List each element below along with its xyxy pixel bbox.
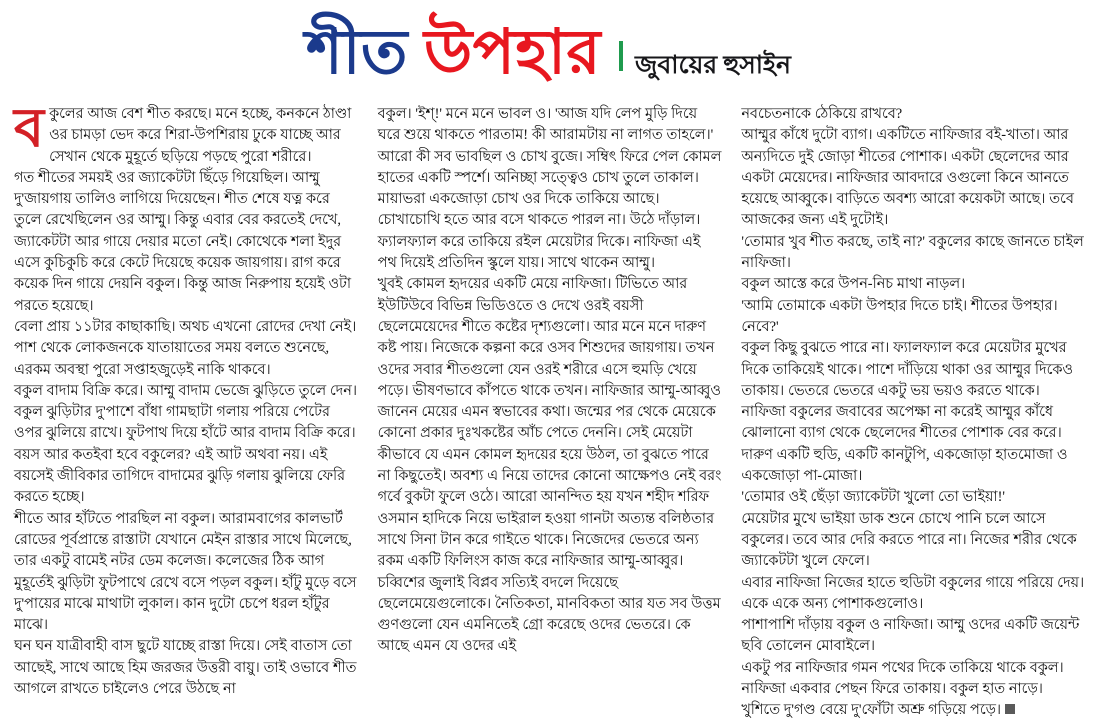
article-column-3 — [735, 104, 1085, 719]
paragraph — [741, 232, 1085, 275]
paragraph-text: এবার নাফিজা নিজের হাতে হুডিটা বকুলের গায়ে পরিয়ে দেয়। একে একে অন্য পোশাকগুলোও। — [741, 574, 1085, 612]
paragraph-text: আরো কী সব ভাবছিল ও চোখ বুজে। সম্বিৎ ফিরে পেল কোমল হাতের একটি স্পর্শে। অনিচ্ছা সত্ত্বেও চোখ তুলে তাকাল। — [377, 148, 722, 186]
paragraph — [378, 274, 722, 657]
paragraph-text: বকুল বাদাম বিক্রি করে। আম্মু বাদাম ভেজে ঝুড়িতে তুলে দেন। বকুল ঝুড়িটার দু'পাশে বাঁধা গামছাটা গলায় পরিয়ে পেটের ওপর ঝুলিয়ে রাখে। ফুটপাথ দিয়ে হাঁটে আর বাদাম বিক্রি করে। — [14, 382, 357, 442]
paragraph-text: নবচেতনাকে ঠেকিয়ে রাখবে? — [741, 106, 903, 122]
paragraph — [741, 104, 1085, 125]
article-body — [0, 98, 1097, 719]
paragraph-text: মেয়েটার মুখে ভাইয়া ডাক শুনে চোখে পানি চলে আসে বকুলের। তবে আর দেরি করতে পারে না। নিজের শরীর থেকে জ্যাকেটটা খুলে ফেলে। — [741, 510, 1077, 570]
paragraph — [741, 487, 1085, 508]
paragraph-text: নাফিজা বকুলের জবাবের অপেক্ষা না করেই আম্মুর কাঁধে ঝোলানো ব্যাগ থেকে ছেলেদের শীতের পোশাক বের করে। দারুণ একটি হুডি, একটি কানটুপি, একজোড়া হাতমোজা ও একজোড়া পা-মোজা। — [741, 404, 1068, 485]
paragraph — [14, 381, 358, 445]
paragraph-text: কুলের আজ বেশ শীত করছে। মনে হচ্ছে, কনকনে ঠাণ্ডা ওর চামড়া ভেদ করে শিরা-উপশিরায় ঢুকে যাচ্ছে আর সেখান থেকে মুহূর্তে ছড়িয়ে পড়ছে পুরো শরীরে। — [49, 106, 352, 165]
paragraph-text: 'তোমার খুব শীত করছে, তাই না?' বকুলের কাছে জানতে চাইল নাফিজা। — [741, 233, 1084, 272]
paragraph — [741, 274, 1085, 295]
article-title-primary: শীত — [306, 19, 408, 87]
paragraph-text: বয়স আর কতইবা হবে বকুলের? এই আট অথবা নয়। এই বয়সেই জীবিকার তাগিদে বাদামের ঝুড়ি গলায় ঝুলিয়ে ফেরি করতে হচ্ছে। — [14, 446, 346, 506]
headline — [306, 19, 791, 87]
paragraph — [14, 445, 358, 509]
paragraph — [741, 296, 1085, 339]
article-column-1 — [14, 98, 372, 710]
paragraph-text: খুবই কোমল হৃদয়ের একটি মেয়ে নাফিজা। টিভিতে আর ইউটিউবে বিভিন্ন ভিডিওতে ও দেখে ওরই বয়সী ছেলেমেয়েদের শীতে কষ্টের দৃশ্যগুলো। আর মনে মনে দারুণ কষ্ট পায়। নিজেকে কল্পনা করে ওসব শিশুদের জায়গায়। তখন ওদের সবার শীতগুলো যেন ওরই শরীরে এসে হুমড়ি খেয়ে পড়ে। ভীষণভাবে কাঁপতে থাকে তখন। নাফিজার আম্মু-আব্বুও জানেন মেয়ের এমন স্বভাবের কথা। জন্মের পর থেকে মেয়েকে কোনো প্রকার দুঃখকষ্টের আঁচ পেতে দেননি। সেই মেয়েটা কীভাবে যে এমন কোমল হৃদয়ের হয়ে উঠল, তা বুঝতে পারে না কিছুতেই। অবশ্য এ নিয়ে তাদের কোনো আক্ষেপও নেই বরং গর্বে বুকটা ফুলে ওঠে। আরো আনন্দিত হয় যখন শহীদ শরিফ ওসমান হাদিকে নিয়ে ভাইরাল হওয়া গানটা অত্যন্ত বলিষ্ঠতার সাথে সিনা টান করে গাইতে থাকে। নিজেদের ভেতরে অন্য রকম একটি ফিলিংস কাজ করে নাফিজার আম্মু-আব্বুর। চব্বিশের জুলাই বিপ্লব সত্যিই বদলে দিয়েছে ছেলেমেয়েগুলোকে। নৈতিকতা, মানবিকতা আর যত সব উত্তম গুণগুলো যেন এমনিতেই গ্রো করেছে ওদের ভেতরে। কে আছে এমন যে ওদের এই — [377, 276, 722, 655]
paragraph-text: বেলা প্রায় ১১টার কাছাকাছি। অথচ এখনো রোদের দেখা নেই। পাশ থেকে লোকজনকে যাতায়াতের সময় বলতে শুনেছে, এরকম অবস্থা পুরো সপ্তাহজুড়েই নাকি থাকবে। — [14, 318, 357, 378]
paragraph — [741, 509, 1085, 573]
paragraph — [741, 125, 1085, 231]
paragraph-text: মায়াভরা একজোড়া চোখ ওর দিকে তাকিয়ে আছে। চোখাচোখি হতে আর বসে থাকতে পারল না। উঠে দাঁড়াল। ফ্যালফ্যাল করে তাকিয়ে রইল মেয়েটার দিকে। নাফিজা এই পথ দিয়েই প্রতিদিন স্কুলে যায়। সাথে থাকেন আম্মু। — [377, 191, 701, 272]
paragraph-text: বকুল আস্তে করে উপন-নিচ মাথা নাড়ল। — [741, 276, 966, 293]
byline-author-name: জুবায়ের হুসাইন — [635, 52, 791, 79]
paragraph — [14, 636, 358, 700]
end-of-article-marker — [1005, 704, 1015, 714]
paragraph-text: ঘন ঘন যাত্রীবাহী বাস ছুটে যাচ্ছে রাস্তা দিয়ে। সেই বাতাস তো আছেই, সাথে আছে হিম জরজর উত্তরী বায়ু। তাই ওভাবে শীত আগলে রাখতে চাইলেও পেরে উঠছে না — [14, 638, 357, 698]
paragraph-text: পাশাপাশি দাঁড়ায় বকুল ও নাফিজা। আম্মু ওদের একটি জয়েন্ট ছবি তোলেন মোবাইলে। — [741, 617, 1080, 655]
paragraph-text: 'তোমার ওই ছেঁড়া জ্যাকেটটা খুলো তো ভাইয়া!' — [741, 489, 1005, 506]
article-title-secondary: উপহার — [423, 19, 602, 87]
byline-divider — [619, 41, 623, 71]
drop-cap: ব — [14, 98, 45, 158]
paragraph — [14, 317, 358, 381]
column-2-text — [378, 104, 722, 658]
paragraph — [378, 147, 722, 190]
paragraph-text: গত শীতের সময়ই ওর জ্যাকেটটা ছিঁড়ে গিয়েছিল। আম্মু দু'জায়গায় তালিও লাগিয়ে দিয়েছেন। শীত শেষে যত্ন করে তুলে রেখেছিলেন ওর আম্মু। কিন্তু এবার বের করতেই দেখে, জ্যাকেটটা আর গায়ে দেয়ার মতো নেই। কোথেকে শলা ইদুর এসে কুচিকুচি করে কেটে দিয়েছে কয়েক জায়গায়। রাগ করে কয়েক দিন গায়ে দেয়নি বকুল। কিন্তু আজ নিরুপায় হয়েই ওটা পরতে হয়েছে। — [14, 169, 352, 314]
article-column-2 — [372, 104, 736, 710]
paragraph — [741, 338, 1085, 402]
paragraph — [14, 509, 358, 637]
paragraph-text: আম্মুর কাঁধে দুটো ব্যাগ। একটিতে নাফিজার বই-খাতা। আর অন্যদিতে দুই জোড়া শীতের পোশাক। একটা ছেলেদের আর একটা মেয়েদের। নাফিজার আবদারে ওগুলো কিনে আনতে হয়েছে আব্বুকে। বাড়িতে অবশ্য আরো কয়েকটা আছে। তবে আজকের জন্য এই দুটোই। — [741, 127, 1074, 229]
column-1-text — [14, 98, 358, 700]
paragraph-text: বকুল কিছু বুঝতে পারে না। ফ্যালফ্যাল করে মেয়েটার মুখের দিকে তাকিয়েই থাকে। পাশে দাঁড়িয়ে থাকা ওর আম্মুর দিকেও তাকায়। ভেতরে ভেতরে একটু ভয় ভয়ও করতে থাকে। — [741, 340, 1074, 399]
paragraph — [741, 573, 1085, 616]
paragraph — [741, 658, 1085, 722]
paragraph-text: বকুল। 'ইশ্!' মনে মনে ভাবল ও। 'আজ যদি লেপ মুড়ি দিয়ে ঘরে শুয়ে থাকতে পারতাম! কী আরামটায় না লাগত তাহলে।' — [377, 106, 714, 144]
paragraph — [741, 615, 1085, 658]
paragraph — [14, 98, 358, 168]
paragraph — [741, 402, 1085, 487]
paragraph-text: একটু পর নাফিজার গমন পথের দিকে তাকিয়ে থাকে বকুল। নাফিজা একবার পেছন ফিরে তাকায়। বকুল হাত নাড়ে। খুশিতে দু'গণ্ড বেয়ে দু'ফোঁটা অশ্রু গড়িয়ে পড়ে। — [741, 659, 1064, 719]
paragraph-text: শীতে আর হাঁটতে পারছিল না বকুল। আরামবাগের কালভার্ট রোডের পূর্বপ্রান্তে রাস্তাটা যেখানে মেইন রাস্তার সাথে মিলেছে, তার একটু বামেই নটর ডেম কলেজ। কলেজের ঠিক আগ মুহূর্তেই ঝুড়িটা ফুটপাথে রেখে বসে পড়ল বকুল। হাঁটু মুড়ে বসে দু'পায়ের মাঝে মাথাটা লুকাল। কান দুটো চেপে ধরল হাঁটুর মাঝে। — [14, 510, 357, 634]
paragraph-text: 'আমি তোমাকে একটা উপহার দিতে চাই। শীতের উপহার। নেবে?' — [741, 297, 1058, 335]
paragraph — [378, 189, 722, 274]
paragraph — [378, 104, 722, 147]
paragraph — [14, 168, 358, 317]
column-3-text — [741, 104, 1085, 722]
masthead — [0, 0, 1097, 100]
